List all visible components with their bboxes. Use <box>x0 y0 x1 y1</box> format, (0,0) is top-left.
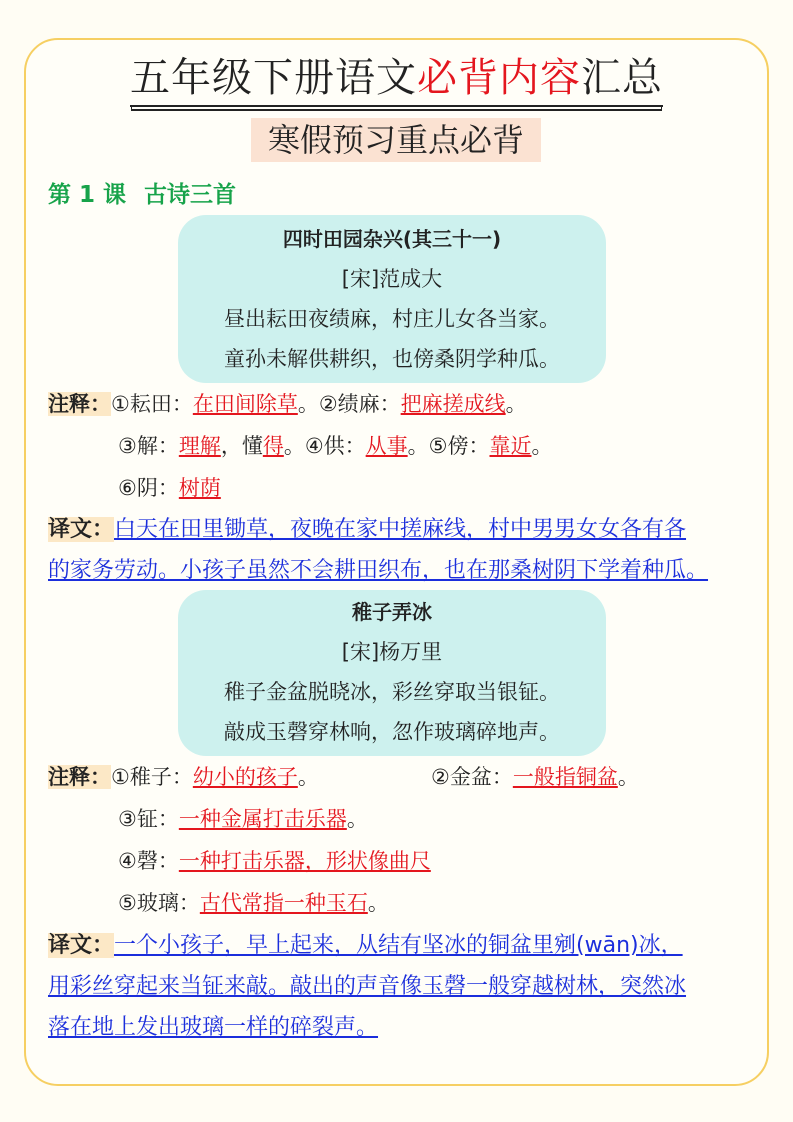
note-term: 。 <box>346 807 368 831</box>
note-answer: 树荫 <box>178 476 221 500</box>
note-group <box>431 759 639 795</box>
note-answer: 一种金属打击乐器 <box>178 807 347 831</box>
translation-line: 的家务劳动。小孩子虽然不会耕田织布，也在那桑树阴下学着种瓜。 <box>48 558 709 583</box>
note-term: 。 <box>505 392 527 416</box>
note-term: ①耘田： <box>111 392 193 416</box>
note-term: ④磬： <box>118 849 179 873</box>
lesson-number: 第 1 课 <box>48 182 127 208</box>
poem-author: [宋]范成大 <box>341 267 443 291</box>
title-part3: 汇总 <box>581 55 663 101</box>
note-term: ③解： <box>118 434 179 458</box>
note-answer: 幼小的孩子 <box>192 765 298 789</box>
note-answer: 理解 <box>178 434 221 458</box>
note-term: ②金盆： <box>431 765 513 789</box>
notes-label: 注释： <box>48 765 111 789</box>
note-term: 。 <box>297 765 319 789</box>
note-answer: 把麻搓成线 <box>400 392 506 416</box>
title-part1: 五年级下册语文 <box>130 55 417 101</box>
note-term: ③钲： <box>118 807 179 831</box>
note-term: ①稚子： <box>111 765 193 789</box>
note-term: ⑥阴： <box>118 476 179 500</box>
note-term: 。②绩麻： <box>297 392 401 416</box>
poem-title: 稚子弄冰 <box>352 600 432 624</box>
poem-line: 稚子金盆脱晓冰，彩丝穿取当银钲。 <box>224 680 560 704</box>
translation-line: 一个小孩子，早上起来，从结有坚冰的铜盆里剜(wān)冰， <box>114 933 683 958</box>
translation-line: 落在地上发出玻璃一样的碎裂声。 <box>48 1015 379 1040</box>
translation-label: 译文： <box>48 933 115 958</box>
title-part2: 必背内容 <box>417 55 581 101</box>
lesson-heading <box>48 178 254 212</box>
note-term: 。 <box>367 891 389 915</box>
note-term: ，懂 <box>220 434 263 458</box>
note-answer: 得 <box>262 434 284 458</box>
note-answer: 在田间除草 <box>192 392 298 416</box>
notes-row <box>48 759 639 795</box>
note-answer: 靠近 <box>489 434 532 458</box>
note-answer: 一种打击乐器，形状像曲尺 <box>178 849 431 873</box>
note-answer: 古代常指一种玉石 <box>199 891 368 915</box>
note-term: 。 <box>531 434 553 458</box>
notes-row <box>118 885 389 921</box>
poem-author: [宋]杨万里 <box>341 640 443 664</box>
translation-label: 译文： <box>48 517 115 542</box>
translation-block-2 <box>48 925 753 1048</box>
notes-row <box>118 801 368 837</box>
note-term: ⑤玻璃： <box>118 891 200 915</box>
page-subtitle: 寒假预习重点必背 <box>251 118 541 162</box>
translation-line: 白天在田里锄草，夜晚在家中搓麻线，村中男男女女各有各 <box>114 517 687 542</box>
translation-line: 用彩丝穿起来当钲来敲。敲出的声音像玉磬一般穿越树林，突然冰 <box>48 974 687 999</box>
notes-label: 注释： <box>48 392 111 416</box>
note-term: 。 <box>617 765 639 789</box>
translation-block-1 <box>48 509 753 591</box>
page-title <box>0 52 793 107</box>
notes-row <box>118 843 431 879</box>
note-term: 。④供： <box>283 434 366 458</box>
poem-title: 四时田园杂兴(其三十一) <box>282 227 502 251</box>
note-answer: 从事 <box>365 434 408 458</box>
poem-line: 敲成玉磬穿林响，忽作玻璃碎地声。 <box>224 720 560 744</box>
notes-row <box>118 428 552 464</box>
poem-line: 童孙未解供耕织，也傍桑阴学种瓜。 <box>224 347 560 371</box>
notes-row <box>48 386 527 422</box>
note-term: 。⑤傍： <box>407 434 490 458</box>
poem-line: 昼出耘田夜绩麻，村庄儿女各当家。 <box>224 307 560 331</box>
poem-card-1 <box>178 215 606 383</box>
poem-card-2 <box>178 590 606 756</box>
notes-row <box>118 470 221 506</box>
note-answer: 一般指铜盆 <box>512 765 618 789</box>
lesson-name: 古诗三首 <box>144 182 237 208</box>
